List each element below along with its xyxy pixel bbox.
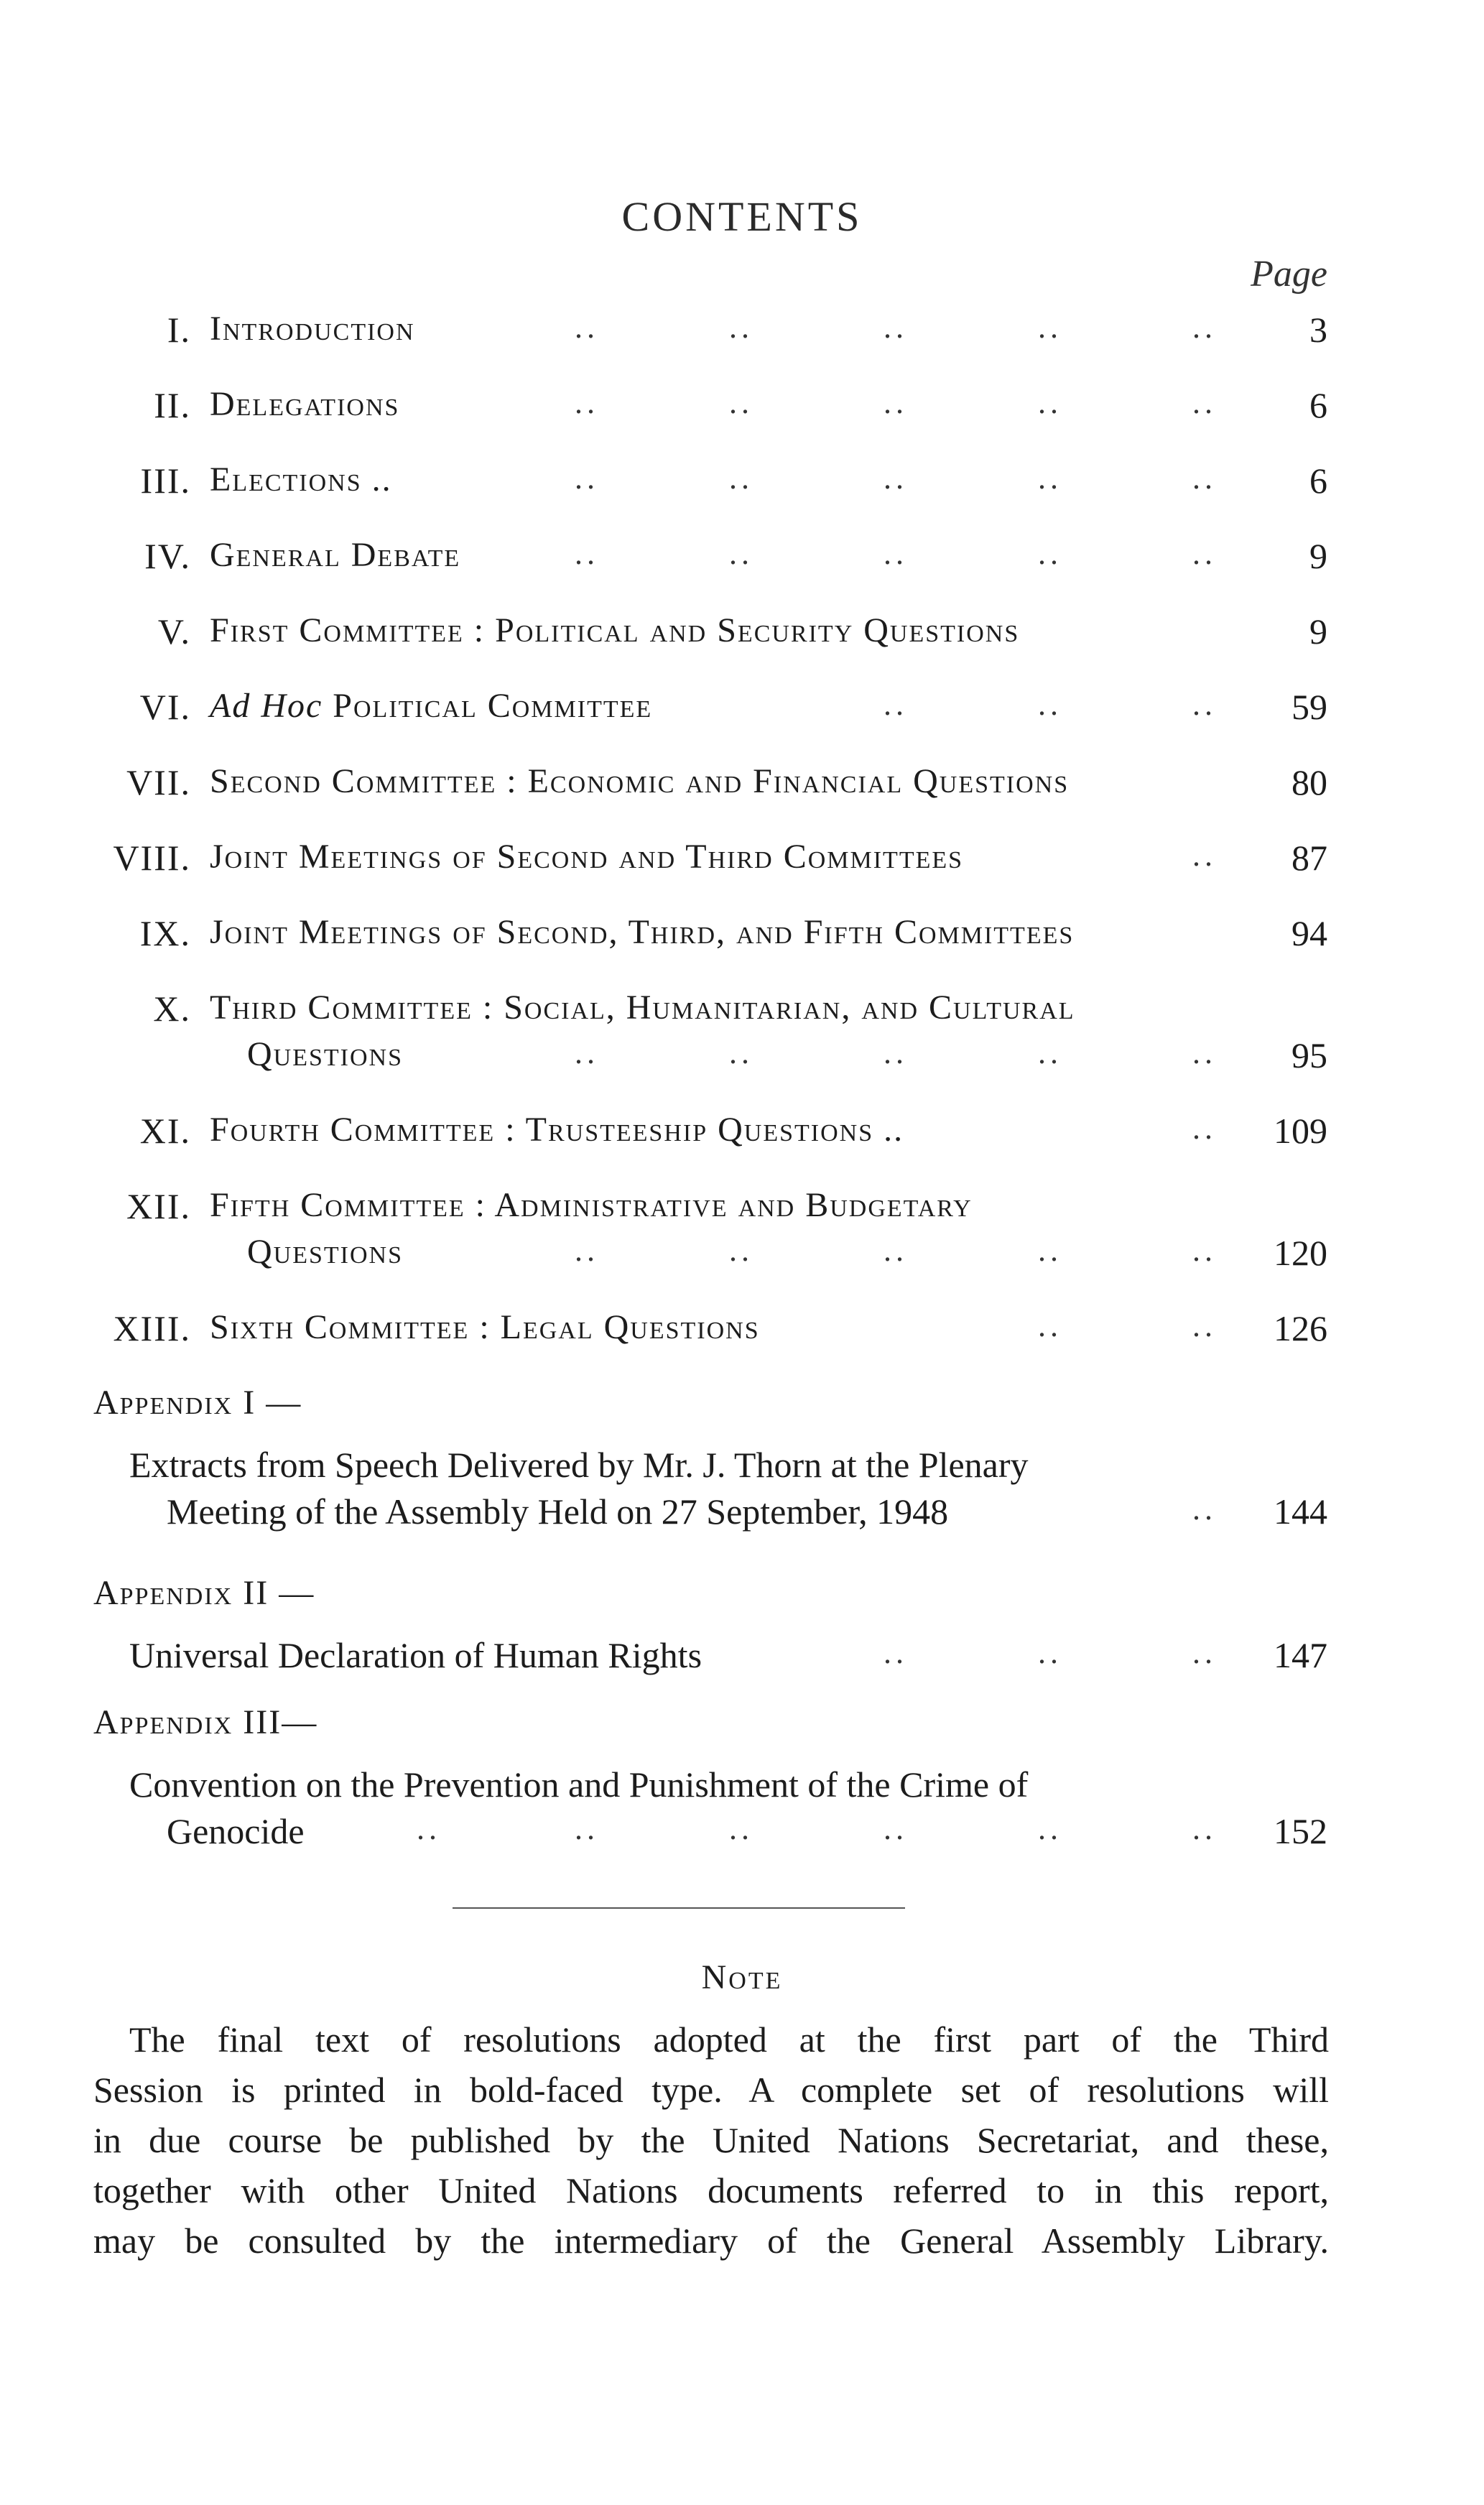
- chapter-title-continued: Questions: [247, 1233, 404, 1271]
- contents-row-1[interactable]: [0, 309, 1484, 359]
- page-number: 80: [1291, 762, 1327, 802]
- appendix-heading-2: Appendix II —: [93, 1574, 315, 1612]
- chapter-title: First Committee : Political and Security Questions: [210, 611, 1020, 649]
- page-number: 152: [1274, 1811, 1327, 1851]
- page-number: 3: [1309, 310, 1327, 350]
- chapter-number: XI.: [139, 1111, 191, 1151]
- chapter-title: Second Committee : Economic and Financial Questions: [210, 762, 1070, 800]
- note-line-3: in due course be published by the United Nations Secretariat, and these,: [93, 2120, 1329, 2160]
- chapter-number: III.: [140, 460, 191, 501]
- contents-row-3[interactable]: [0, 460, 1484, 510]
- contents-row-12[interactable]: [0, 1185, 1484, 1236]
- note-line-1: The final text of resolutions adopted at the first part of the Third: [129, 2019, 1329, 2060]
- appendix-3-line-1: Convention on the Prevention and Punishment of the Crime of: [129, 1764, 1029, 1805]
- leader-dots: ..: [729, 385, 753, 420]
- leader-dots: ..: [884, 1035, 908, 1070]
- page-column-label: Page: [1251, 254, 1327, 295]
- leader-dots: ..: [1038, 1811, 1062, 1846]
- contents-row-6[interactable]: [0, 686, 1484, 736]
- leader-dots: ..: [1192, 460, 1217, 496]
- chapter-title: Delegations: [210, 385, 400, 423]
- chapter-title: Elections ..: [210, 460, 392, 499]
- appendix-3-row[interactable]: [0, 1810, 1484, 1861]
- leader-dots: ..: [575, 536, 599, 571]
- contents-row-5[interactable]: [0, 611, 1484, 661]
- contents-row-13[interactable]: [0, 1307, 1484, 1358]
- leader-dots: ..: [1192, 1035, 1217, 1070]
- appendix-2-line-1: Universal Declaration of Human Rights: [129, 1635, 702, 1675]
- leader-dots: ..: [575, 460, 599, 496]
- page-number: 126: [1274, 1308, 1327, 1348]
- contents-row-10[interactable]: [0, 988, 1484, 1038]
- leader-dots: ..: [884, 1635, 908, 1670]
- leader-dots: ..: [729, 460, 753, 496]
- leader-dots: ..: [1038, 385, 1062, 420]
- chapter-title: Joint Meetings of Second and Third Committees: [210, 838, 964, 876]
- page-number: 6: [1309, 460, 1327, 501]
- leader-dots: ..: [884, 1811, 908, 1846]
- page-number: 6: [1309, 385, 1327, 425]
- leader-dots: ..: [1192, 687, 1217, 722]
- leader-dots: ..: [575, 385, 599, 420]
- leader-dots: ..: [729, 1811, 753, 1846]
- appendix-1-line-1: Extracts from Speech Delivered by Mr. J. Thorn at the Plenary: [129, 1445, 1029, 1485]
- chapter-number: II.: [154, 385, 191, 425]
- chapter-title: Fourth Committee : Trusteeship Questions ..: [210, 1111, 904, 1149]
- appendix-heading-3: Appendix III—: [93, 1703, 318, 1741]
- leader-dots: ..: [1038, 1635, 1062, 1670]
- leader-dots: ..: [1192, 838, 1217, 873]
- page-number: 59: [1291, 687, 1327, 727]
- leader-dots: ..: [1192, 310, 1217, 345]
- chapter-number: VI.: [139, 687, 191, 727]
- chapter-title: General Debate: [210, 536, 461, 574]
- page-title: CONTENTS: [621, 193, 863, 240]
- leader-dots: ..: [884, 536, 908, 571]
- appendix-3-line-2: Genocide: [167, 1811, 305, 1851]
- leader-dots: ..: [1038, 310, 1062, 345]
- leader-dots: ..: [1192, 1111, 1217, 1146]
- page-number: 120: [1274, 1233, 1327, 1273]
- contents-row-10-continued[interactable]: [0, 1034, 1484, 1085]
- note-line-4: together with other United Nations documents referred to in this report,: [93, 2170, 1329, 2210]
- page-number: 9: [1309, 611, 1327, 652]
- appendix-1-line-2: Meeting of the Assembly Held on 27 September, 1948: [167, 1491, 949, 1532]
- leader-dots: ..: [729, 536, 753, 571]
- chapter-title: Introduction: [210, 310, 415, 348]
- contents-row-9[interactable]: [0, 912, 1484, 963]
- note-line-5: may be consulted by the intermediary of the General Assembly Library.: [93, 2221, 1329, 2261]
- page-number: 95: [1291, 1035, 1327, 1075]
- chapter-title: [210, 686, 652, 726]
- leader-dots: ..: [1038, 1308, 1062, 1343]
- leader-dots: ..: [884, 1233, 908, 1268]
- leader-dots: ..: [1038, 687, 1062, 722]
- leader-dots: ..: [575, 1233, 599, 1268]
- note-line-2: Session is printed in bold-faced type. A complete set of resolutions will: [93, 2070, 1329, 2110]
- leader-dots: ..: [1192, 385, 1217, 420]
- chapter-title-italic: Ad Hoc: [210, 687, 323, 725]
- contents-row-4[interactable]: [0, 535, 1484, 585]
- page-number: 147: [1274, 1635, 1327, 1675]
- leader-dots: ..: [1192, 1635, 1217, 1670]
- contents-row-8[interactable]: [0, 837, 1484, 887]
- appendix-1-row[interactable]: [0, 1491, 1484, 1541]
- contents-row-11[interactable]: [0, 1110, 1484, 1160]
- page-number: 144: [1274, 1491, 1327, 1532]
- leader-dots: ..: [884, 687, 908, 722]
- chapter-title: Fifth Committee : Administrative and Budgetary: [210, 1186, 973, 1224]
- chapter-number: X.: [153, 988, 191, 1029]
- page-number: 94: [1291, 913, 1327, 953]
- chapter-number: XII.: [126, 1186, 191, 1226]
- leader-dots: ..: [1038, 536, 1062, 571]
- contents-row-7[interactable]: [0, 761, 1484, 812]
- leader-dots: ..: [1038, 460, 1062, 496]
- page-number: 87: [1291, 838, 1327, 878]
- chapter-number: VII.: [126, 762, 191, 802]
- page-number: 109: [1274, 1111, 1327, 1151]
- chapter-number: I.: [167, 310, 191, 350]
- chapter-number: V.: [157, 611, 191, 652]
- leader-dots: ..: [1038, 1035, 1062, 1070]
- chapter-number: IV.: [144, 536, 191, 576]
- leader-dots: ..: [1192, 1811, 1217, 1846]
- chapter-title: Third Committee : Social, Humanitarian, and Cultural: [210, 988, 1075, 1027]
- leader-dots: ..: [1192, 1491, 1217, 1527]
- leader-dots: ..: [729, 310, 753, 345]
- appendix-2-row[interactable]: [0, 1634, 1484, 1685]
- chapter-title: Sixth Committee : Legal Questions: [210, 1308, 760, 1346]
- leader-dots: ..: [1192, 1233, 1217, 1268]
- leader-dots: ..: [575, 1811, 599, 1846]
- note-title: Note: [701, 1958, 783, 1996]
- page-number: 9: [1309, 536, 1327, 576]
- leader-dots: ..: [884, 310, 908, 345]
- chapter-title-continued: Questions: [247, 1035, 404, 1073]
- leader-dots: ..: [884, 385, 908, 420]
- chapter-number: VIII.: [113, 838, 191, 878]
- leader-dots: ..: [1192, 1308, 1217, 1343]
- separator-rule: [453, 1907, 905, 1909]
- chapter-title: Joint Meetings of Second, Third, and Fifth Committees: [210, 913, 1075, 951]
- appendix-heading-1: Appendix I —: [93, 1384, 302, 1422]
- leader-dots: ..: [884, 460, 908, 496]
- leader-dots: ..: [1192, 536, 1217, 571]
- leader-dots: ..: [417, 1811, 441, 1846]
- leader-dots: ..: [575, 1035, 599, 1070]
- chapter-number: IX.: [139, 913, 191, 953]
- contents-row-12-continued[interactable]: [0, 1232, 1484, 1282]
- leader-dots: ..: [729, 1233, 753, 1268]
- leader-dots: ..: [575, 310, 599, 345]
- leader-dots: ..: [1038, 1233, 1062, 1268]
- chapter-number: XIII.: [113, 1308, 191, 1348]
- leader-dots: ..: [729, 1035, 753, 1070]
- chapter-title-rest: Political Committee: [323, 687, 653, 725]
- contents-row-2[interactable]: [0, 384, 1484, 435]
